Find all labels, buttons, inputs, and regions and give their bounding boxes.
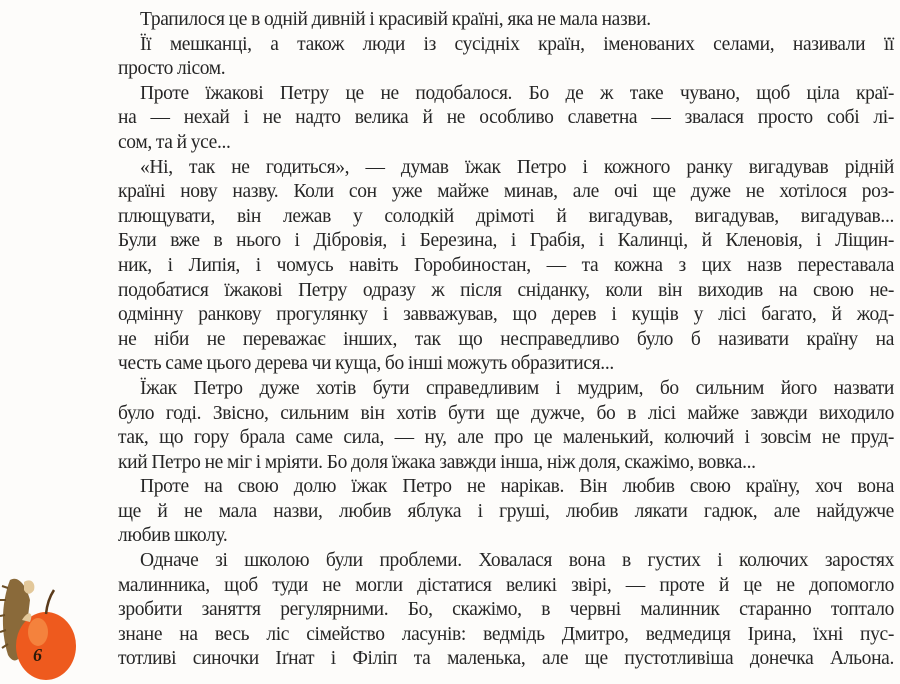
text-line: було годі. Звісно, сильним він хотів бути ще дужче, бо в лісі майже завжди виходило bbox=[118, 402, 894, 424]
text-line: малинника, щоб туди не могли дістатися великі звірі, — проте й це не допомогло bbox=[118, 574, 894, 596]
text-line: країні нову назву. Коли сон уже майже минав, але очі ще дуже не хотілося роз- bbox=[118, 181, 894, 203]
text-line: Одначе зі школою були проблеми. Ховалася вона в густих і колючих заростях bbox=[140, 550, 894, 572]
text-line: Її мешканці, а також люди із сусідніх країн, іменованих селами, називали її bbox=[140, 33, 894, 55]
text-line: зробити заняття регулярними. Бо, скажімо, в червні малинник старанно топтало bbox=[118, 599, 894, 621]
text-line: Проте на свою долю їжак Петро не нарікав. Він любив свою країну, хоч вона bbox=[140, 476, 894, 498]
text-line: одмінну ранкову прогулянку і завважував, що дерев і кущів у лісі багато, й жод- bbox=[118, 304, 894, 326]
text-line: подобатися їжакові Петру одразу ж після сніданку, коли він виходив на свою не- bbox=[118, 279, 894, 301]
text-line: тотливі синочки Іґнат і Філіп та маленька, але ще пустотливіша донечка Альона. bbox=[118, 648, 894, 670]
text-line: просто лісом. bbox=[118, 58, 226, 80]
text-line: Були вже в нього і Дібровія, і Березина, і Грабія, і Калинці, й Кленовія, і Ліщин- bbox=[118, 230, 894, 252]
text-line: ще й не мала назви, любив яблука і груші, любив лякати гадюк, але найдужче bbox=[118, 500, 894, 522]
text-line: честь саме цього дерева чи куща, бо інші можуть образитися... bbox=[118, 353, 614, 375]
text-line: ник, і Липія, і чомусь навіть Горобиностан, — та кожна з цих назв переставала bbox=[118, 254, 894, 276]
text-line: знане на весь ліс сімейство ласунів: ведмідь Дмитро, ведмедиця Ірина, їхні пус- bbox=[118, 623, 894, 645]
text-line: так, що гору брала саме сила, — ну, але про це маленький, колючий і зовсім не пруд- bbox=[118, 427, 894, 449]
text-line: Їжак Петро дуже хотів бути справедливим і мудрим, бо сильним його назвати bbox=[140, 377, 894, 399]
body-text bbox=[118, 8, 894, 672]
text-line: «Ні, так не годиться», — думав їжак Петро і кожного ранку вигадував рідній bbox=[140, 156, 894, 178]
text-line: кий Петро не міг і мріяти. Бо доля їжака завжди інша, ніж доля, скажімо, вовка... bbox=[118, 451, 756, 473]
text-line: сом, та й усе... bbox=[118, 131, 231, 153]
text-line: Проте їжакові Петру це не подобалося. Бо де ж таке чувано, щоб ціла краї- bbox=[140, 82, 894, 104]
text-line: на — нехай і не надто велика й не особливо славетна — звалася просто собі лі- bbox=[118, 107, 894, 129]
text-line: любив школу. bbox=[118, 525, 228, 547]
text-line: плющувати, він лежав у солодкій дрімоті й вигадував, вигадував, вигадував... bbox=[118, 205, 894, 227]
page-number: 6 bbox=[33, 645, 42, 665]
text-line: не ніби не переважає інших, так що несправедливо було б називати країну на bbox=[118, 328, 894, 350]
text-line: Трапилося це в одній дивній і красивій країні, яка не мала назви. bbox=[140, 9, 651, 30]
